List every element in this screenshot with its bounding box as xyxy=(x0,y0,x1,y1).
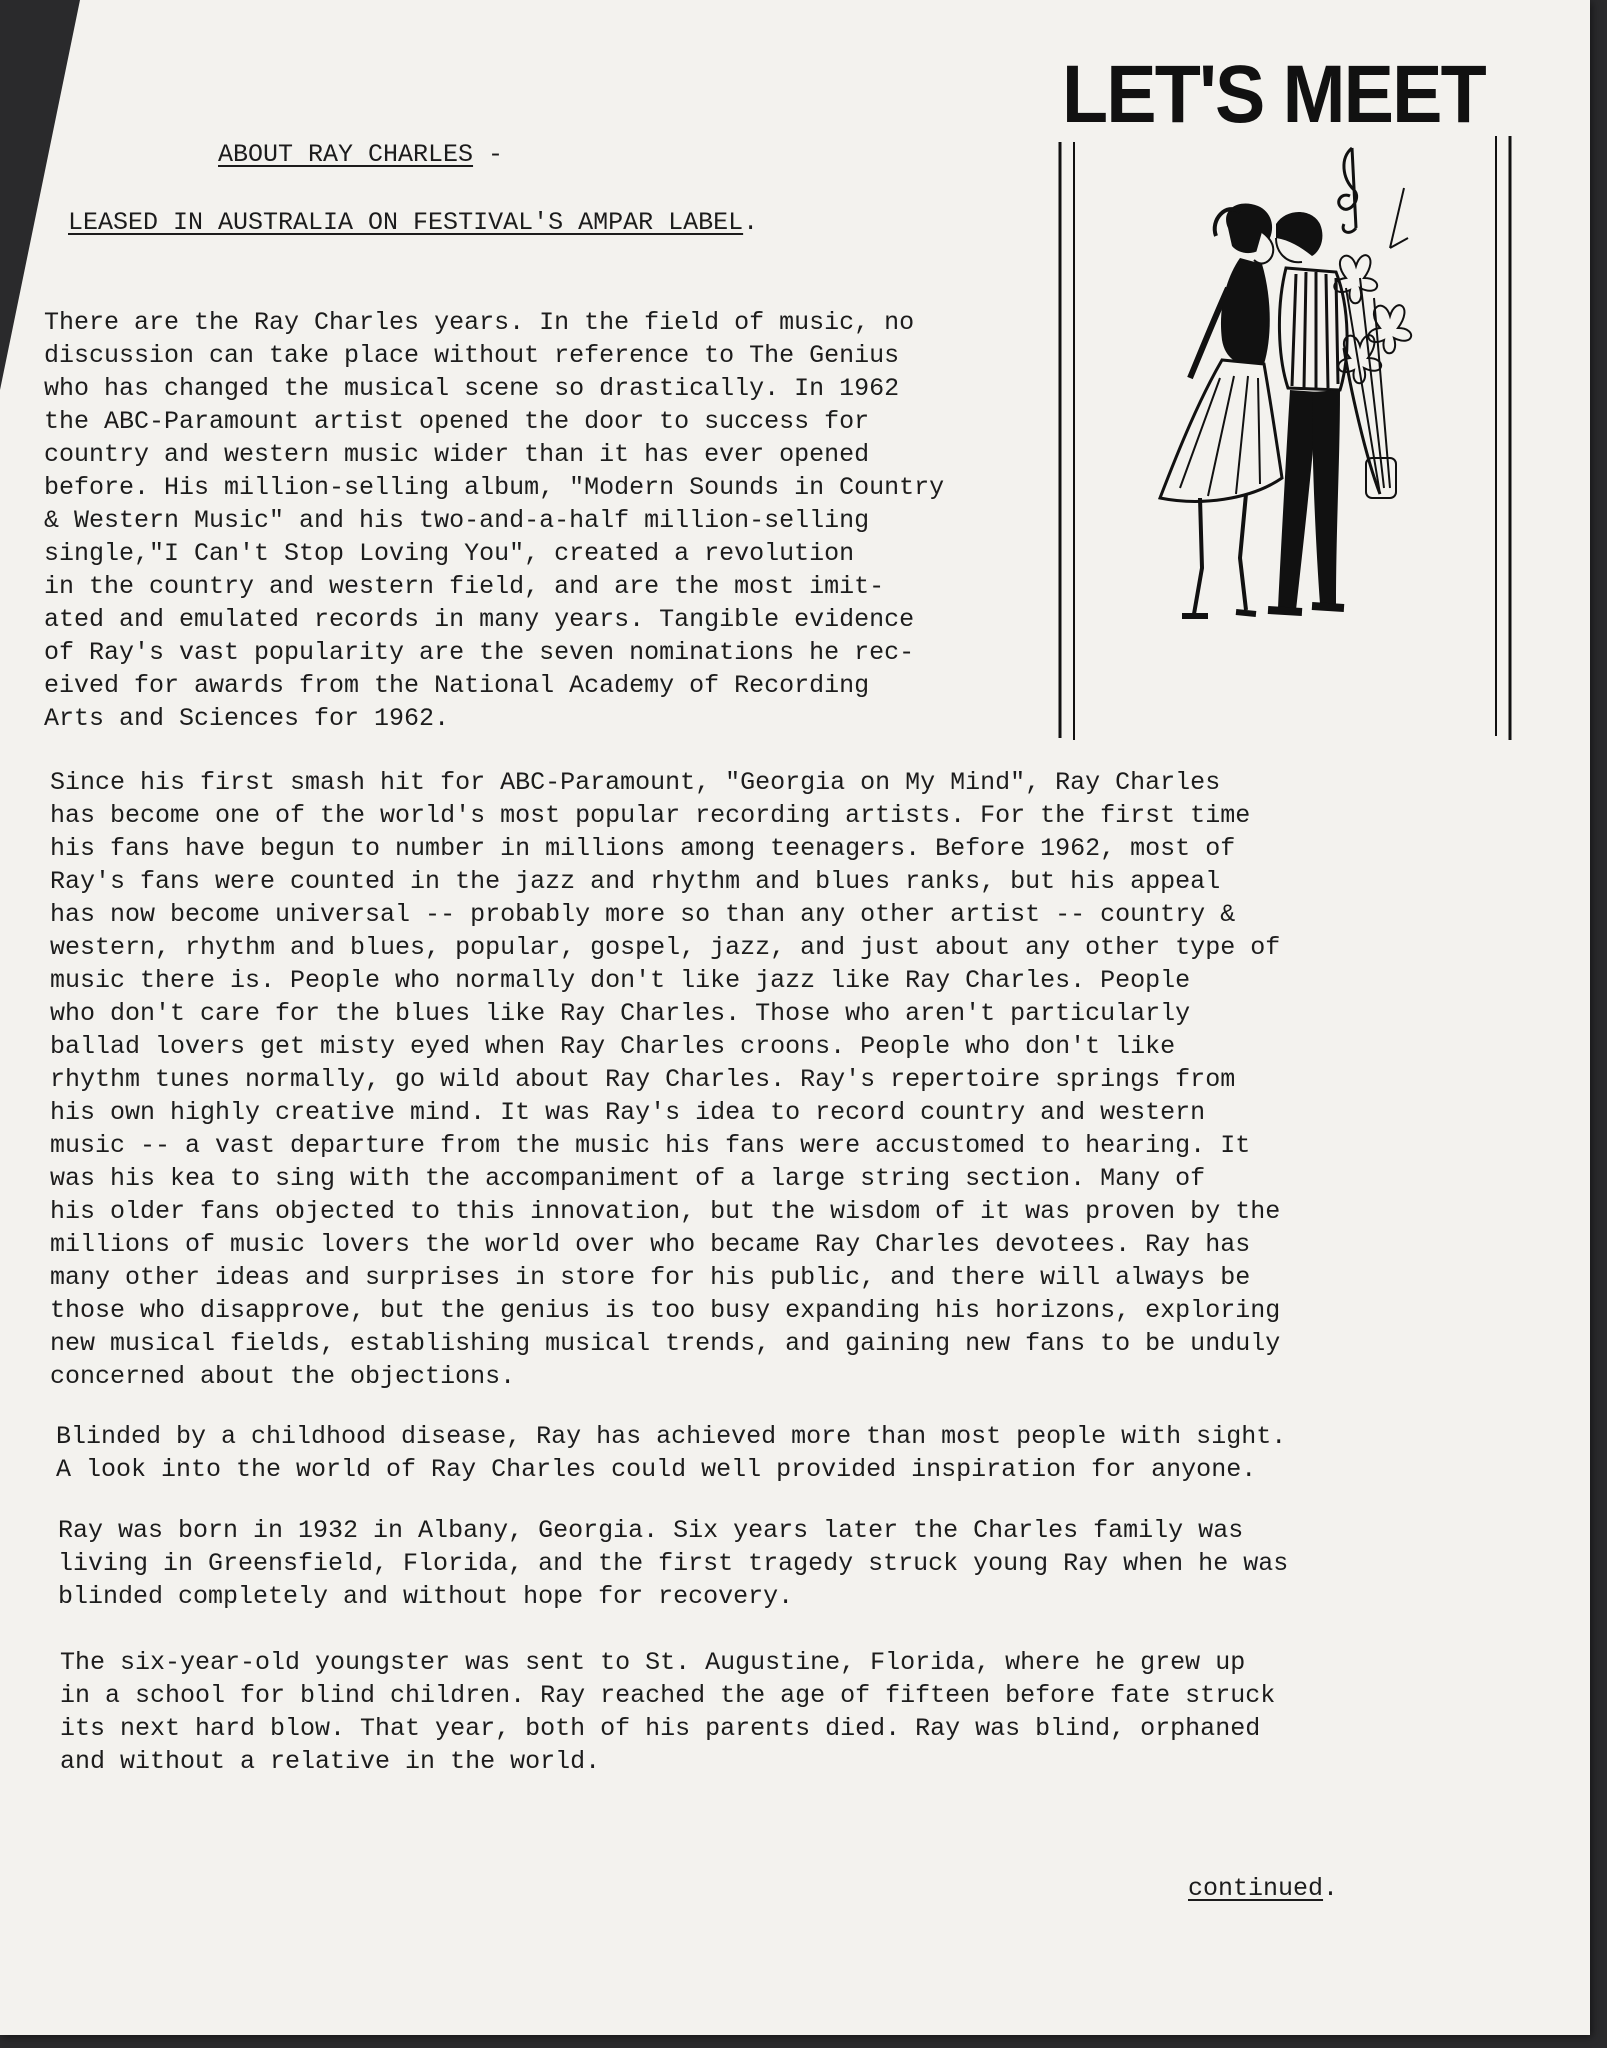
heading-release-info-text: LEASED IN AUSTRALIA ON FESTIVAL'S AMPAR LABEL xyxy=(68,208,744,237)
continued-suffix: . xyxy=(1323,1874,1339,1903)
heading-about-ray-charles xyxy=(218,138,503,171)
continued-text: continued xyxy=(1188,1874,1324,1903)
continued-note xyxy=(1188,1872,1338,1905)
heading-release-info-suffix: . xyxy=(743,208,759,237)
paragraph-st-augustine: The six-year-old youngster was sent to St. Augustine, Florida, where he grew up in a school for blind children. Ray reached the age of fifteen before fate struck its next hard blow. That year, both of his parents died. Ray was blind, orphaned and without a relative in the world. xyxy=(60,1648,1276,1776)
paragraph-ray-charles-years: There are the Ray Charles years. In the field of music, no discussion can take place without reference to The Genius who has changed the musical scene so drastically. In 1962 the ABC-Paramount artist opened the door to success for country and western music wider than it has ever opened before. His million-selling album, "Modern Sounds in Country & Western Music" and his two-and-a-half million-selling single,"I Can't Stop Loving You", created a revolution in the country and western field, and are the most imit- ated and emulated records in many years. Tangible evidence of Ray's vast popularity are the seven nominations he rec- eived for awards from the National Academy of Recording Arts and Sciences for 1962. xyxy=(44,308,945,733)
treble-clef-icon xyxy=(1339,148,1357,232)
couple-kissing-illustration xyxy=(1050,128,1530,740)
paragraph-blinded: Blinded by a childhood disease, Ray has achieved more than most people with sight. A look into the world of Ray Charles could well provided inspiration for anyone. xyxy=(56,1422,1287,1484)
banner-title: LET'S MEET xyxy=(1062,49,1485,140)
paragraph-first-smash-hit: Since his first smash hit for ABC-Paramount, "Georgia on My Mind", Ray Charles has become one of the world's most popular recording artists. For the first time his fans have begun to number in millions among teenagers. Before 1962, most of Ray's fans were counted in the jazz and rhythm and blues ranks, but his appeal has now become universal -- probably more so than any other artist -- country & western, rhythm and blues, popular, gospel, jazz, and just about any other type of music there is. People who normally don't like jazz like Ray Charles. People who don't care for the blues like Ray Charles. Those who aren't particularly ballad lovers get misty eyed when Ray Charles croons. People who don't like rhythm tunes normally, go wild about Ray Charles. Ray's repertoire springs from his own highly creative mind. It was Ray's idea to record country and western music -- a vast departure from the music his fans were accustomed to hearing. It was his kea to sing with the accompaniment of a large string section. Many of his older fans objected to this innovation, but the wisdom of it was proven by the millions of music lovers the world over who became Ray Charles devotees. Ray has many other ideas and surprises in store for his public, and there will always be those who disapprove, but the genius is too busy expanding his horizons, exploring new musical fields, establishing musical trends, and gaining new fans to be unduly concerned about the objections. xyxy=(50,768,1281,1391)
heading-about-ray-charles-text: ABOUT RAY CHARLES xyxy=(218,140,474,169)
paragraph-born-1932: Ray was born in 1932 in Albany, Georgia. Six years later the Charles family was living in Greensfield, Florida, and the first tragedy struck young Ray when he was blinded completely and without hope for recovery. xyxy=(58,1516,1289,1611)
heading-about-ray-charles-suffix: - xyxy=(473,140,504,169)
heading-release-info xyxy=(68,206,758,239)
